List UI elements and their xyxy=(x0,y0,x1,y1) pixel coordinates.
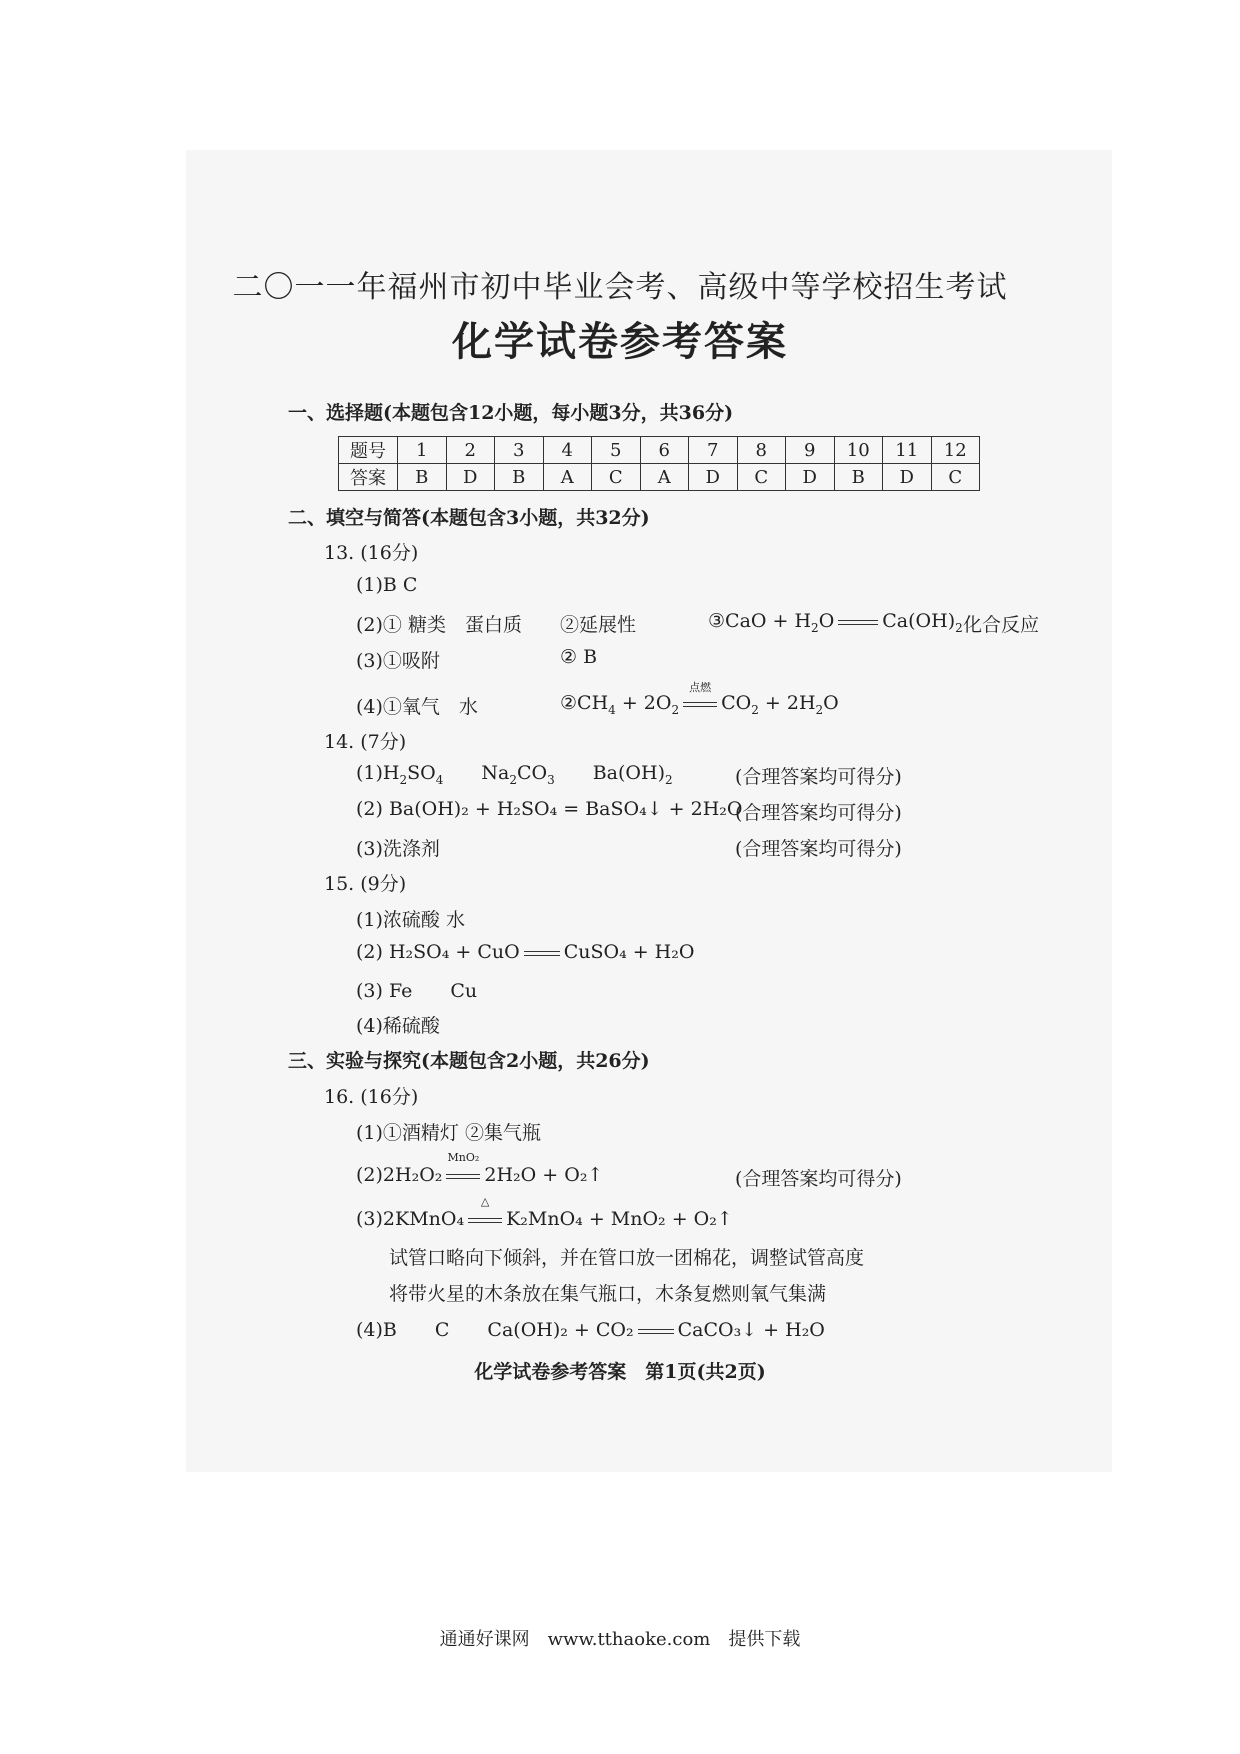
table-cell: B xyxy=(834,464,883,491)
answer-16-2: (2)2H₂O₂ MnO₂ 2H₂O + O₂↑ xyxy=(356,1151,604,1186)
grading-note: (合理答案均可得分) xyxy=(735,802,902,824)
table-cell: 2 xyxy=(446,437,495,464)
answer-13-1: (1)B C xyxy=(356,574,418,596)
table-cell: 9 xyxy=(786,437,835,464)
answer-15-2: (2) H₂SO₄ + CuO CuSO₄ + H₂O xyxy=(356,941,695,963)
table-cell: D xyxy=(689,464,738,491)
catalyst-label: MnO₂ xyxy=(447,1151,480,1164)
answer-key-title: 化学试卷参考答案 xyxy=(452,318,788,365)
answer-16-1: (1)①酒精灯 ②集气瓶 xyxy=(356,1122,541,1144)
answer-15-1: (1)浓硫酸 水 xyxy=(356,909,465,931)
page-footer: 化学试卷参考答案 第1页(共2页) xyxy=(474,1361,766,1383)
answer-table xyxy=(338,436,980,491)
table-cell: 10 xyxy=(834,437,883,464)
exam-title: 二〇一一年福州市初中毕业会考、高级中等学校招生考试 xyxy=(232,270,1008,305)
question-16: 16. (16分) xyxy=(324,1086,419,1108)
question-14: 14. (7分) xyxy=(324,731,407,753)
section-1-heading: 一、选择题(本题包含12小题，每小题3分，共36分) xyxy=(288,402,734,424)
answer-13-2c: ③CaO + $H_2O$ $Ca(OH)_2$ xyxy=(708,610,963,635)
table-cell: 3 xyxy=(495,437,544,464)
row-label: 答案 xyxy=(339,464,398,491)
grading-note: (合理答案均可得分) xyxy=(735,766,902,788)
table-cell: A xyxy=(543,464,592,491)
table-cell: D xyxy=(446,464,495,491)
answer-14-1: $(1)H_2SO_4$ $Na_2CO_3$ $Ba(OH)_2$ xyxy=(356,762,673,787)
table-cell: 11 xyxy=(883,437,932,464)
answer-13-3a: (3)①吸附 xyxy=(356,650,440,672)
table-cell: 6 xyxy=(640,437,689,464)
table-cell: 12 xyxy=(931,437,980,464)
answer-16-3-note-2: 将带火星的木条放在集气瓶口，木条复燃则氧气集满 xyxy=(389,1283,827,1305)
table-row xyxy=(339,437,980,464)
answer-16-4: (4)B C Ca(OH)₂ + CO₂ CaCO₃↓ + H₂O xyxy=(356,1319,825,1341)
answer-13-2d: 化合反应 xyxy=(963,614,1040,636)
answer-13-4b: $②CH_4 + 2O_2$ 点燃 $CO_2 + 2H_2O$ xyxy=(560,681,839,717)
question-15: 15. (9分) xyxy=(324,873,407,895)
table-cell: 8 xyxy=(737,437,786,464)
section-2-heading: 二、填空与简答(本题包含3小题，共32分) xyxy=(288,507,650,529)
answer-15-3: (3) Fe Cu xyxy=(356,980,478,1002)
table-cell: 1 xyxy=(398,437,447,464)
table-cell: B xyxy=(495,464,544,491)
table-cell: 7 xyxy=(689,437,738,464)
answer-16-3-note-1: 试管口略向下倾斜，并在管口放一团棉花，调整试管高度 xyxy=(389,1247,865,1269)
reaction-condition: 点燃 xyxy=(689,681,712,694)
table-cell: C xyxy=(737,464,786,491)
row-label: 题号 xyxy=(339,437,398,464)
table-cell: D xyxy=(883,464,932,491)
section-3-heading: 三、实验与探究(本题包含2小题，共26分) xyxy=(288,1050,650,1072)
grading-note: (合理答案均可得分) xyxy=(735,1168,902,1190)
table-cell: C xyxy=(931,464,980,491)
table-cell: B xyxy=(398,464,447,491)
answer-13-3b: ② B xyxy=(560,646,598,668)
table-cell: C xyxy=(592,464,641,491)
table-cell: 4 xyxy=(543,437,592,464)
table-cell: 5 xyxy=(592,437,641,464)
table-cell: A xyxy=(640,464,689,491)
table-row xyxy=(339,464,980,491)
answer-15-4: (4)稀硫酸 xyxy=(356,1015,440,1037)
question-13: 13. (16分) xyxy=(324,542,419,564)
answer-14-3: (3)洗涤剂 xyxy=(356,838,440,860)
answer-13-2a: (2)① 糖类 蛋白质 xyxy=(356,614,522,636)
answer-14-2: (2) Ba(OH)₂ + H₂SO₄ = BaSO₄↓ + 2H₂O xyxy=(356,798,743,820)
answer-16-3: (3)2KMnO₄ △ K₂MnO₄ + MnO₂ + O₂↑ xyxy=(356,1195,733,1230)
answer-13-2b: ②延展性 xyxy=(560,614,637,636)
grading-note: (合理答案均可得分) xyxy=(735,838,902,860)
heat-symbol: △ xyxy=(480,1195,490,1208)
download-source: 通通好课网 www.tthaoke.com 提供下载 xyxy=(439,1629,801,1650)
answer-13-4a: (4)①氧气 水 xyxy=(356,696,478,718)
table-cell: D xyxy=(786,464,835,491)
